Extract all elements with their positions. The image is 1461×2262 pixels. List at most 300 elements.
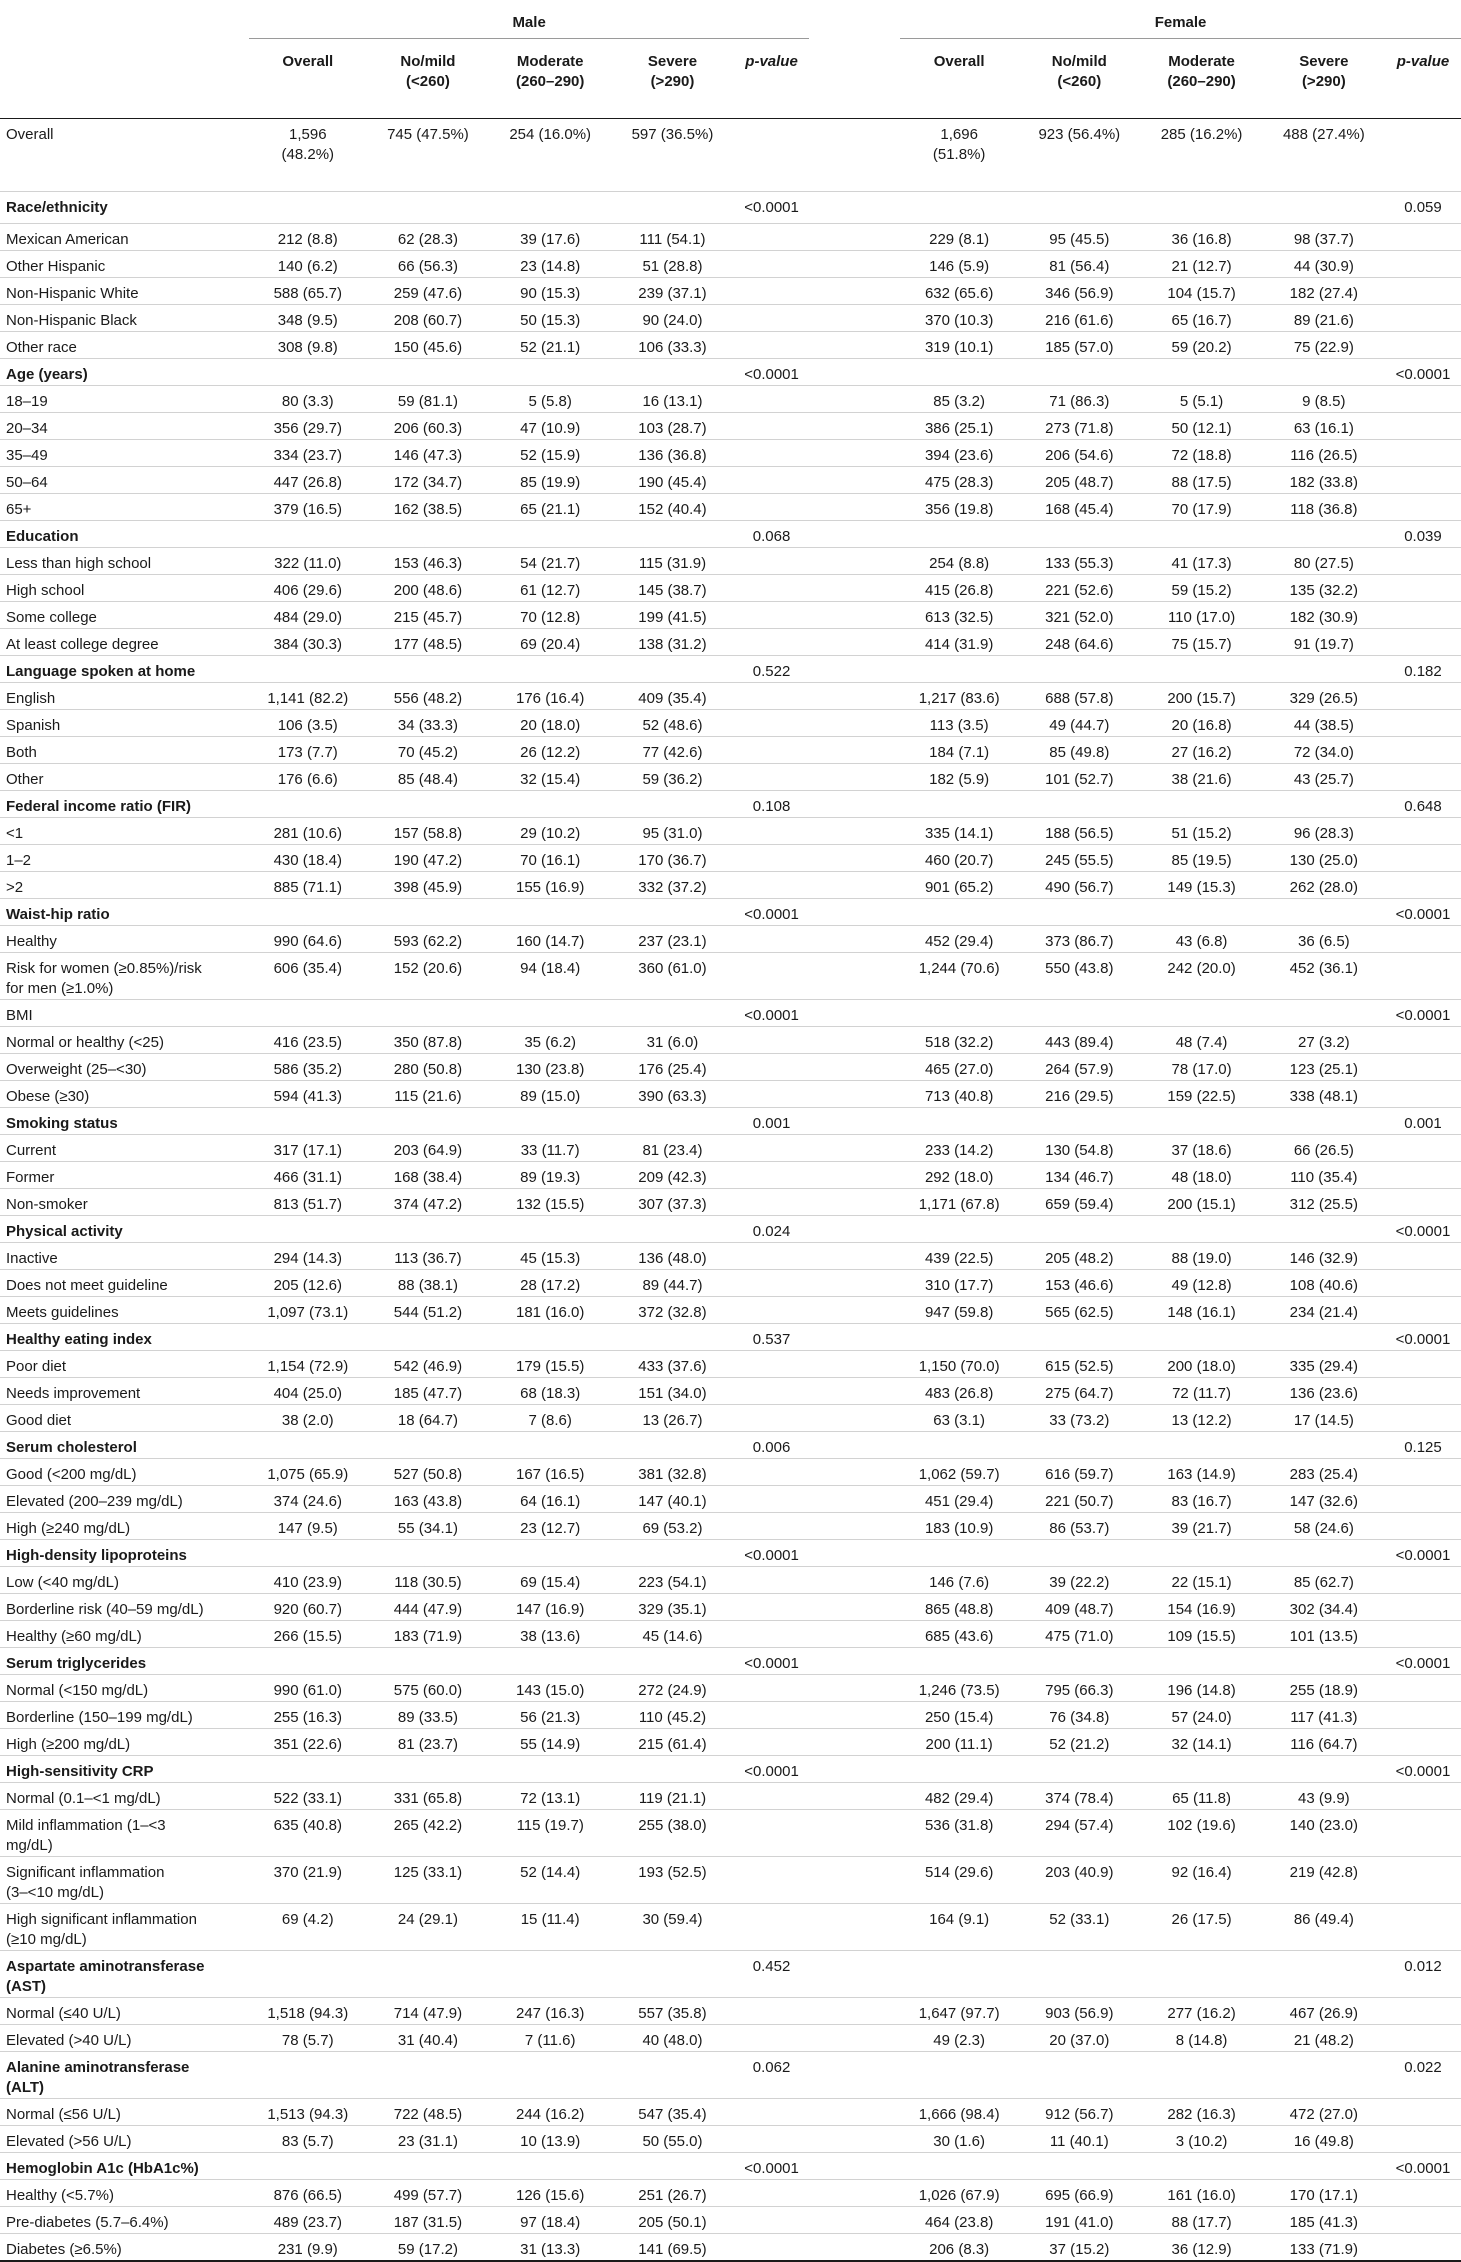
male-cell: 813 (51.7) (273, 1196, 342, 1213)
female-p-empty (1385, 872, 1461, 899)
empty-cell (611, 2153, 733, 2180)
male-cell: 52 (15.9) (520, 447, 581, 464)
section-row (0, 1648, 1461, 1675)
female-p-empty (1385, 2126, 1461, 2153)
male-cell: 1,513 (94.3) (267, 2106, 349, 2123)
male-p-empty (734, 440, 810, 467)
empty-cell (367, 1756, 489, 1783)
header-blank-cell (0, 45, 249, 119)
empty-cell (489, 1432, 611, 1459)
female-cell: 565 (62.5) (1045, 1304, 1114, 1321)
female-cell: 414 (31.9) (924, 636, 994, 653)
male-p-empty (734, 1270, 810, 1297)
empty-cell (249, 1324, 367, 1351)
row-label: Non-smoker (6, 1196, 88, 1213)
male-cell: 745 (47.5%) (387, 126, 469, 143)
female-cell: 85 (19.5) (1171, 852, 1232, 869)
male-cell: 35 (6.2) (524, 1034, 577, 1051)
empty-cell (489, 656, 611, 683)
empty-cell (489, 2052, 611, 2099)
female-p-empty (1385, 1567, 1461, 1594)
male-cell: 38 (13.6) (520, 1628, 581, 1645)
table-row (0, 1567, 1461, 1594)
section-row (0, 1951, 1461, 1998)
male-cell: 151 (34.0) (638, 1385, 707, 1402)
male-cell: 410 (23.9) (273, 1574, 342, 1591)
female-p-empty (1385, 1486, 1461, 1513)
row-label: Inactive (6, 1250, 58, 1267)
female-p-empty (1385, 1621, 1461, 1648)
row-label: Other (6, 771, 44, 788)
female-cell: 1,150 (70.0) (918, 1358, 1000, 1375)
female-cell: 659 (59.4) (1045, 1196, 1114, 1213)
female-cell: 443 (89.4) (1045, 1034, 1114, 1051)
male-cell: 1,596 (48.2%) (281, 126, 335, 163)
male-cell: 430 (18.4) (273, 852, 342, 869)
female-p-empty (1385, 818, 1461, 845)
empty-cell (1140, 2153, 1262, 2180)
female-cell: 104 (15.7) (1167, 285, 1236, 302)
section-label: Hemoglobin A1c (HbA1c%) (6, 2160, 199, 2177)
female-p-value: 0.182 (1404, 663, 1442, 680)
empty-cell (900, 656, 1018, 683)
female-cell: 335 (14.1) (924, 825, 994, 842)
male-cell: 34 (33.3) (397, 717, 458, 734)
male-cell: 406 (29.6) (273, 582, 342, 599)
empty-cell (249, 1648, 367, 1675)
female-p-empty (1385, 683, 1461, 710)
male-cell: 193 (52.5) (638, 1864, 707, 1881)
male-cell: 176 (16.4) (516, 690, 585, 707)
empty-cell (1263, 1756, 1385, 1783)
gap-cell (809, 872, 900, 899)
male-cell: 200 (48.6) (393, 582, 463, 599)
male-p-empty (734, 224, 810, 251)
male-cell: 23 (12.7) (520, 1520, 581, 1537)
female-cell: 116 (26.5) (1290, 447, 1358, 464)
female-cell: 233 (14.2) (924, 1142, 994, 1159)
male-cell: 990 (64.6) (273, 933, 342, 950)
row-label: Elevated (200–239 mg/dL) (6, 1493, 183, 1510)
gap-cell (809, 1351, 900, 1378)
male-cell: 255 (38.0) (638, 1817, 707, 1834)
male-p-empty (734, 1135, 810, 1162)
female-cell: 66 (26.5) (1293, 1142, 1354, 1159)
gap-cell (809, 467, 900, 494)
male-p-empty (734, 251, 810, 278)
empty-cell (249, 1432, 367, 1459)
male-p-empty (734, 2025, 810, 2052)
gap-cell (809, 1594, 900, 1621)
male-cell: 119 (21.1) (638, 1790, 707, 1807)
female-cell: 95 (45.5) (1049, 231, 1110, 248)
male-cell: 1,518 (94.3) (267, 2005, 349, 2022)
gap-cell (809, 1027, 900, 1054)
gap-cell (809, 2153, 900, 2180)
empty-cell (1018, 1648, 1140, 1675)
gap-cell (809, 494, 900, 521)
male-p-empty (734, 764, 810, 791)
female-cell: 21 (12.7) (1171, 258, 1232, 275)
empty-cell (367, 1000, 489, 1027)
gap-cell (809, 332, 900, 359)
gap-cell (809, 1756, 900, 1783)
row-label: Elevated (>56 U/L) (6, 2133, 132, 2150)
male-cell: 205 (12.6) (273, 1277, 342, 1294)
male-cell: 69 (4.2) (281, 1911, 334, 1928)
table-row (0, 467, 1461, 494)
male-cell: 31 (40.4) (397, 2032, 458, 2049)
female-cell: 41 (17.3) (1171, 555, 1232, 572)
male-cell: 45 (14.6) (642, 1628, 703, 1645)
female-cell: 203 (40.9) (1045, 1864, 1114, 1881)
male-cell: 70 (45.2) (397, 744, 458, 761)
male-cell: 47 (10.9) (520, 420, 581, 437)
gap-cell (809, 521, 900, 548)
male-cell: 23 (14.8) (520, 258, 581, 275)
female-cell: 490 (56.7) (1045, 879, 1114, 896)
male-cell: 332 (37.2) (638, 879, 707, 896)
female-cell: 170 (17.1) (1289, 2187, 1359, 2204)
female-cell: 219 (42.8) (1289, 1864, 1359, 1881)
female-cell: 472 (27.0) (1289, 2106, 1359, 2123)
gap-cell (809, 1648, 900, 1675)
female-cell: 72 (11.7) (1172, 1385, 1232, 1402)
female-cell: 370 (10.3) (924, 312, 994, 329)
gap-cell (809, 1270, 900, 1297)
male-p-empty (734, 1405, 810, 1432)
female-cell: 136 (23.6) (1289, 1385, 1359, 1402)
male-p-empty (734, 2126, 810, 2153)
male-cell: 223 (54.1) (638, 1574, 707, 1591)
empty-cell (1263, 656, 1385, 683)
female-cell: 1,026 (67.9) (918, 2187, 1000, 2204)
table-row (0, 1270, 1461, 1297)
gap-cell (809, 1054, 900, 1081)
empty-cell (900, 359, 1018, 386)
male-p-empty (734, 1729, 810, 1756)
female-cell: 123 (25.1) (1289, 1061, 1359, 1078)
gap-cell (809, 1378, 900, 1405)
table-row (0, 2099, 1461, 2126)
female-p-value: <0.0001 (1395, 1223, 1451, 1240)
male-cell: 484 (29.0) (273, 609, 342, 626)
gap-cell (809, 2126, 900, 2153)
row-label: 18–19 (6, 393, 48, 410)
female-cell: 464 (23.8) (924, 2214, 994, 2231)
empty-cell (611, 1216, 733, 1243)
section-row (0, 1540, 1461, 1567)
female-cell: 27 (3.2) (1297, 1034, 1350, 1051)
female-cell: 49 (2.3) (933, 2032, 985, 2049)
male-cell: 69 (15.4) (520, 1574, 581, 1591)
male-cell: 147 (9.5) (277, 1520, 338, 1537)
empty-cell (611, 1756, 733, 1783)
empty-cell (1140, 192, 1262, 224)
section-row (0, 1108, 1461, 1135)
male-cell: 205 (50.1) (638, 2214, 707, 2231)
male-cell: 140 (6.2) (277, 258, 338, 275)
female-cell: 5 (5.1) (1179, 393, 1224, 410)
female-p-empty (1385, 1189, 1461, 1216)
male-cell: 130 (23.8) (516, 1061, 585, 1078)
male-p-value: 0.522 (752, 663, 791, 680)
table-row (0, 1857, 1461, 1904)
female-p-empty (1385, 1162, 1461, 1189)
female-cell: 221 (50.7) (1045, 1493, 1114, 1510)
gap-cell (809, 2234, 900, 2262)
empty-cell (1140, 1951, 1262, 1998)
female-cell: 37 (18.6) (1171, 1142, 1232, 1159)
male-cell: 294 (14.3) (273, 1250, 342, 1267)
table-row (0, 953, 1461, 1000)
female-p-value: <0.0001 (1395, 1547, 1451, 1564)
gap-cell (809, 926, 900, 953)
male-cell: 83 (5.7) (281, 2133, 334, 2150)
gap-cell (809, 710, 900, 737)
female-cell: 3 (10.2) (1175, 2133, 1228, 2150)
row-label: Mild inflammation (1–<3 mg/dL) (6, 1817, 166, 1854)
empty-cell (611, 192, 733, 224)
empty-cell (1018, 1000, 1140, 1027)
empty-cell (1140, 656, 1262, 683)
empty-cell (1263, 521, 1385, 548)
gap-cell (809, 251, 900, 278)
male-group-header (249, 0, 810, 45)
female-cell: 273 (71.8) (1045, 420, 1114, 437)
female-cell: 439 (22.5) (924, 1250, 994, 1267)
empty-cell (249, 359, 367, 386)
female-p-empty (1385, 1081, 1461, 1108)
male-cell: 28 (17.2) (520, 1277, 581, 1294)
empty-cell (367, 899, 489, 926)
male-p-value: 0.006 (752, 1439, 791, 1456)
male-cell: 147 (16.9) (516, 1601, 585, 1618)
female-cell: 88 (17.5) (1171, 474, 1232, 491)
female-cell: 118 (36.8) (1290, 501, 1358, 518)
empty-cell (249, 192, 367, 224)
male-cell: 722 (48.5) (393, 2106, 463, 2123)
female-p-empty (1385, 1378, 1461, 1405)
male-cell: 78 (5.7) (281, 2032, 334, 2049)
section-row (0, 192, 1461, 224)
male-p-empty (734, 1567, 810, 1594)
female-p-empty (1385, 1702, 1461, 1729)
table-row (0, 926, 1461, 953)
female-p-empty (1385, 1594, 1461, 1621)
gap-cell (809, 278, 900, 305)
female-cell: 39 (22.2) (1049, 1574, 1110, 1591)
row-label: Less than high school (6, 555, 152, 572)
male-cell: 145 (38.7) (638, 582, 707, 599)
female-cell: 36 (16.8) (1171, 231, 1232, 248)
empty-cell (1018, 359, 1140, 386)
male-cell: 64 (16.1) (520, 1493, 581, 1510)
empty-cell (1140, 1540, 1262, 1567)
row-label: Meets guidelines (6, 1304, 119, 1321)
section-row (0, 359, 1461, 386)
empty-cell (249, 899, 367, 926)
female-cell: 9 (8.5) (1302, 393, 1346, 410)
male-cell: 374 (47.2) (393, 1196, 463, 1213)
male-cell: 244 (16.2) (516, 2106, 585, 2123)
female-p-empty (1385, 1297, 1461, 1324)
row-label: Needs improvement (6, 1385, 141, 1402)
male-p-empty (734, 1783, 810, 1810)
empty-cell (1140, 1432, 1262, 1459)
male-cell: 125 (33.1) (393, 1864, 463, 1881)
male-p-empty (734, 629, 810, 656)
female-cell: 277 (16.2) (1167, 2005, 1236, 2022)
male-cell: 176 (6.6) (277, 771, 338, 788)
male-cell: 106 (33.3) (638, 339, 707, 356)
female-cell: 475 (71.0) (1045, 1628, 1114, 1645)
empty-cell (1140, 899, 1262, 926)
empty-cell (1018, 899, 1140, 926)
male-cell: 150 (45.6) (393, 339, 463, 356)
male-p-empty (734, 548, 810, 575)
table-row (0, 2180, 1461, 2207)
female-cell: 184 (7.1) (929, 744, 990, 761)
male-cell: 55 (34.1) (397, 1520, 458, 1537)
male-cell: 183 (71.9) (393, 1628, 463, 1645)
female-cell: 147 (32.6) (1289, 1493, 1359, 1510)
male-cell: 331 (65.8) (393, 1790, 463, 1807)
empty-cell (900, 2052, 1018, 2099)
male-cell: 259 (47.6) (393, 285, 463, 302)
female-p-empty (1385, 224, 1461, 251)
male-cell: 239 (37.1) (638, 285, 707, 302)
empty-cell (611, 656, 733, 683)
male-cell: 876 (66.5) (273, 2187, 342, 2204)
section-label: Federal income ratio (FIR) (6, 798, 192, 815)
female-p-empty (1385, 386, 1461, 413)
male-cell: 190 (47.2) (393, 852, 463, 869)
section-row (0, 2153, 1461, 2180)
female-p-value: 0.648 (1404, 798, 1442, 815)
male-cell: 7 (8.6) (528, 1412, 572, 1429)
row-label: Mexican American (6, 231, 129, 248)
female-cell: 81 (56.4) (1049, 258, 1110, 275)
female-p-value: <0.0001 (1395, 366, 1451, 383)
male-p-value: <0.0001 (744, 1655, 799, 1672)
empty-cell (489, 1108, 611, 1135)
male-cell: 45 (15.3) (520, 1250, 581, 1267)
gap-cell (809, 119, 900, 192)
female-cell: 159 (22.5) (1167, 1088, 1236, 1105)
male-cell: 416 (23.5) (273, 1034, 342, 1051)
empty-cell (367, 1540, 489, 1567)
female-cell: 319 (10.1) (924, 339, 994, 356)
male-cell: 409 (35.4) (638, 690, 707, 707)
male-p-value: 0.024 (752, 1223, 791, 1240)
male-cell: 447 (26.8) (273, 474, 342, 491)
male-cell: 68 (18.3) (520, 1385, 581, 1402)
male-cell: 136 (36.8) (638, 447, 707, 464)
male-p-value: <0.0001 (744, 2160, 799, 2177)
male-cell: 168 (38.4) (393, 1169, 463, 1186)
male-cell: 55 (14.9) (520, 1736, 581, 1753)
gap-cell (809, 305, 900, 332)
empty-cell (489, 1540, 611, 1567)
male-cell: 126 (15.6) (516, 2187, 585, 2204)
empty-cell (489, 1324, 611, 1351)
empty-cell (1140, 1216, 1262, 1243)
gap-cell (809, 1432, 900, 1459)
table-row (0, 2207, 1461, 2234)
female-cell: 63 (3.1) (933, 1412, 985, 1429)
female-cell: 72 (34.0) (1293, 744, 1354, 761)
male-cell: 89 (44.7) (642, 1277, 703, 1294)
male-cell: 266 (15.5) (273, 1628, 342, 1645)
female-cell: 923 (56.4%) (1038, 126, 1121, 143)
table-row (0, 1675, 1461, 1702)
gap-cell (809, 1081, 900, 1108)
section-label: Age (years) (6, 366, 88, 383)
header-gap-cell (809, 45, 900, 119)
table-row (0, 548, 1461, 575)
empty-cell (249, 791, 367, 818)
table-row (0, 1459, 1461, 1486)
male-col-header-0: Overall (249, 45, 367, 119)
male-cell: 115 (31.9) (638, 555, 707, 572)
male-cell: 153 (46.3) (393, 555, 463, 572)
gap-cell (809, 224, 900, 251)
female-cell: 57 (24.0) (1171, 1709, 1232, 1726)
row-label: Low (<40 mg/dL) (6, 1574, 119, 1591)
empty-cell (1263, 2052, 1385, 2099)
group-header-row (0, 0, 1461, 45)
female-cell: 550 (43.8) (1045, 960, 1114, 977)
section-row (0, 2052, 1461, 2099)
male-p-empty (734, 1513, 810, 1540)
female-cell: 1,171 (67.8) (918, 1196, 1000, 1213)
empty-cell (489, 192, 611, 224)
male-p-empty (734, 386, 810, 413)
male-cell: 85 (48.4) (397, 771, 458, 788)
gap-cell (809, 1675, 900, 1702)
female-cell: 196 (14.8) (1167, 1682, 1236, 1699)
empty-cell (367, 1324, 489, 1351)
female-cell: 695 (66.9) (1045, 2187, 1114, 2204)
female-cell: 161 (16.0) (1167, 2187, 1236, 2204)
row-label: High significant inflammation (≥10 mg/dL) (6, 1911, 197, 1948)
female-p-value: <0.0001 (1395, 906, 1451, 923)
row-label: Healthy (≥60 mg/dL) (6, 1628, 142, 1645)
row-label: Normal or healthy (<25) (6, 1034, 164, 1051)
male-p-empty (734, 683, 810, 710)
female-cell: 248 (64.6) (1045, 636, 1114, 653)
male-cell: 1,154 (72.9) (267, 1358, 349, 1375)
section-label: Language spoken at home (6, 663, 196, 680)
empty-cell (1263, 1540, 1385, 1567)
male-cell: 33 (11.7) (520, 1142, 580, 1159)
female-p-empty (1385, 1351, 1461, 1378)
male-p-empty (734, 2234, 810, 2262)
female-cell: 482 (29.4) (924, 1790, 994, 1807)
empty-cell (489, 1216, 611, 1243)
empty-cell (1140, 1756, 1262, 1783)
male-cell: 89 (19.3) (520, 1169, 581, 1186)
female-cell: 133 (55.3) (1045, 555, 1114, 572)
male-cell: 94 (18.4) (520, 960, 581, 977)
male-cell: 334 (23.7) (273, 447, 342, 464)
female-col-header-0: Overall (900, 45, 1018, 119)
male-cell: 52 (14.4) (520, 1864, 581, 1881)
female-p-empty (1385, 548, 1461, 575)
female-cell: 216 (61.6) (1045, 312, 1114, 329)
empty-cell (900, 1756, 1018, 1783)
